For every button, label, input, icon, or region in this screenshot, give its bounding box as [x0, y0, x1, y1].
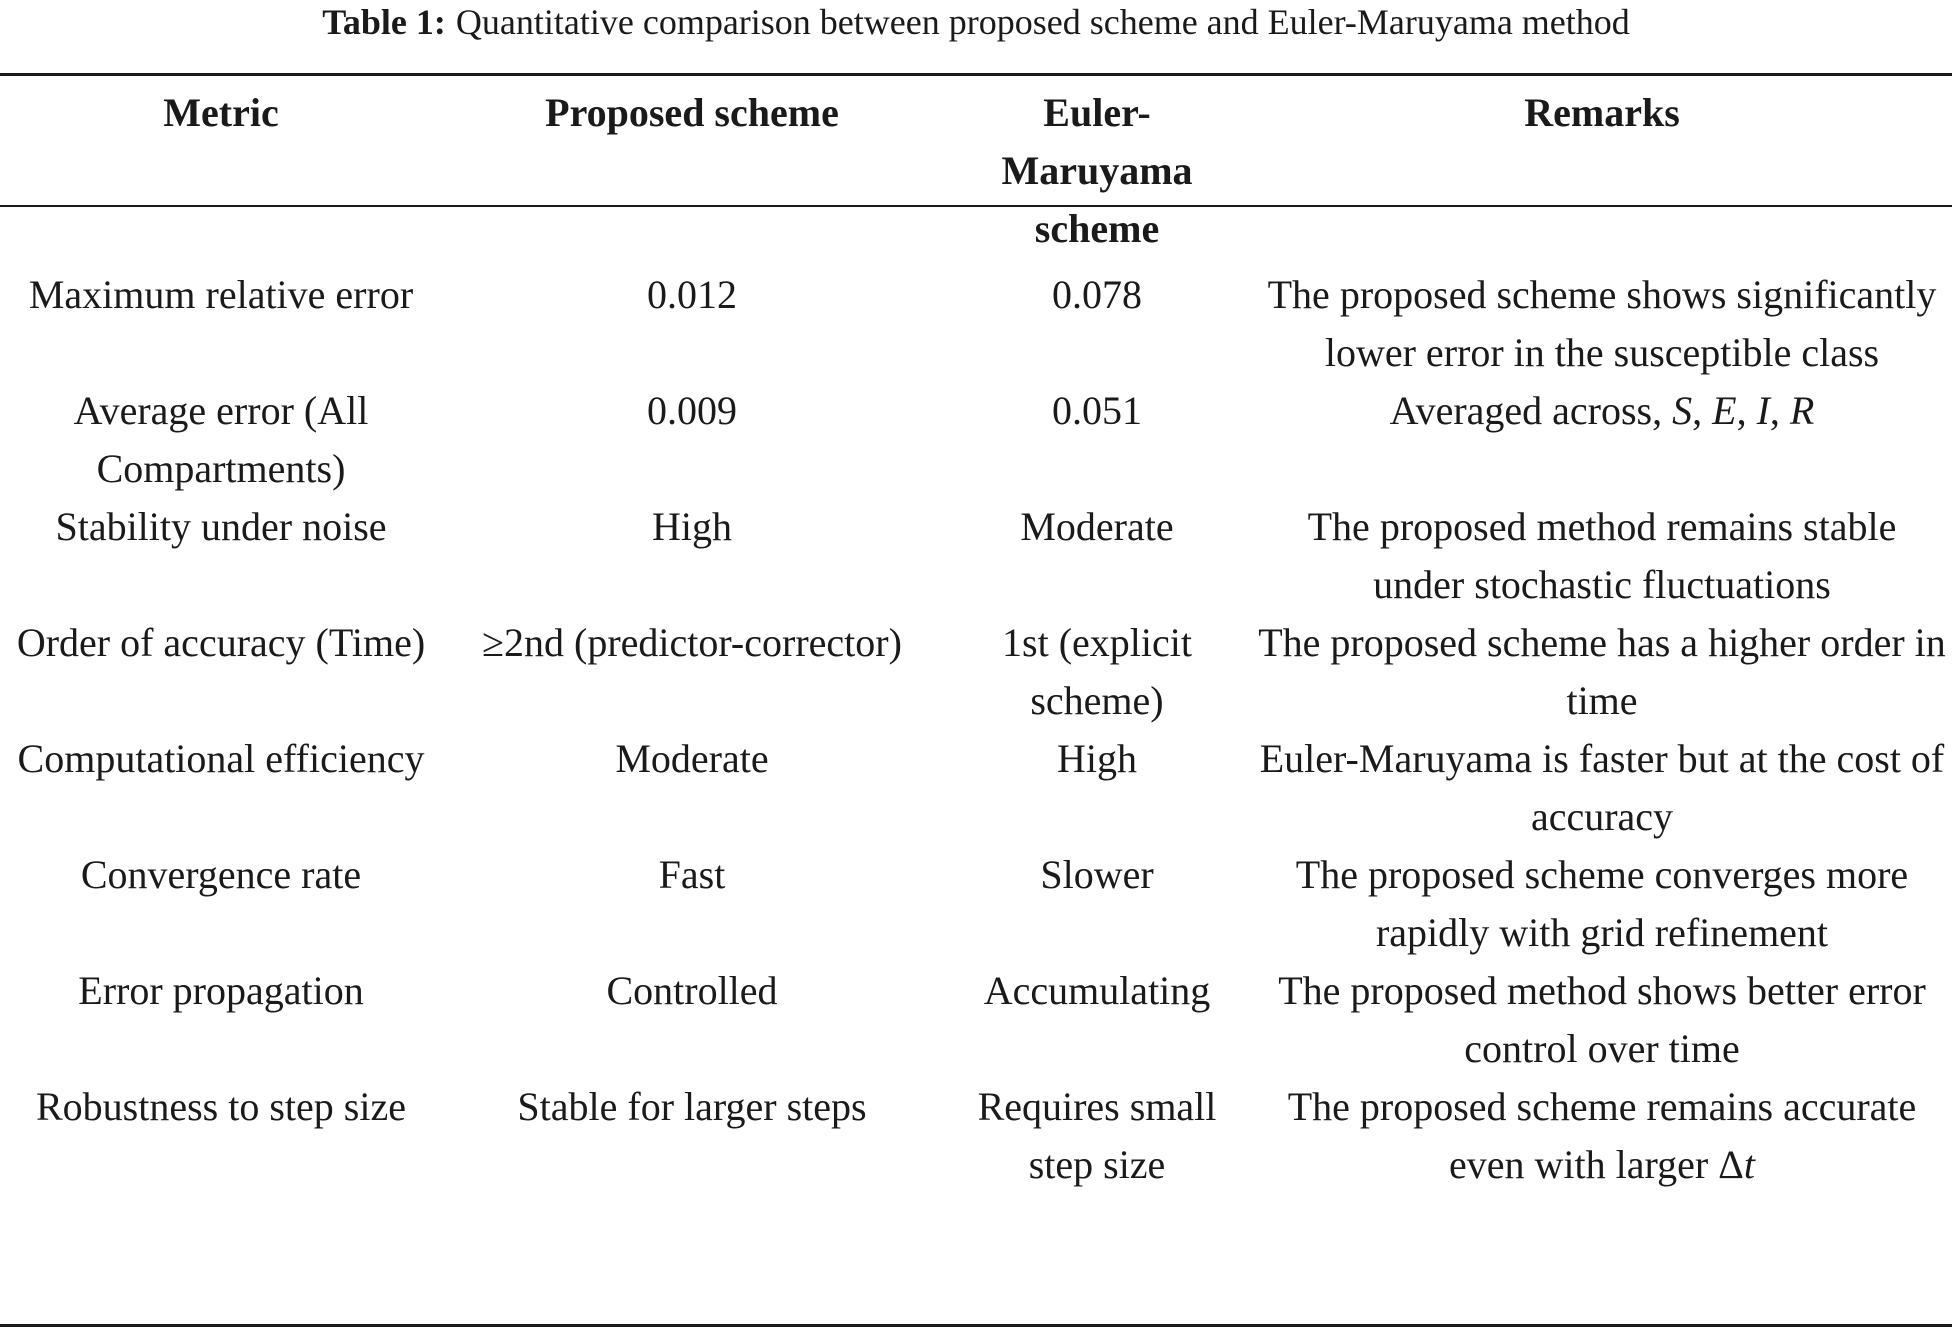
cell-remarks: The proposed scheme has a higher order in time [1258, 620, 1946, 723]
cell-euler-maruyama: Requires small step size [977, 1084, 1217, 1187]
comparison-table [0, 76, 1952, 1194]
cell-remarks: The proposed method remains stable under stochastic fluctuations [1307, 504, 1897, 607]
table-caption [0, 0, 1952, 44]
table-row [0, 258, 1952, 382]
header-row [0, 76, 1952, 258]
cell-remarks-math: The proposed scheme remains accurate even with larger Δt [1287, 1084, 1917, 1187]
table-row [0, 962, 1952, 1078]
header-metric: Metric [163, 90, 279, 135]
cell-euler-maruyama: Slower [1040, 852, 1154, 897]
cell-metric: Stability under noise [55, 504, 387, 549]
cell-euler-maruyama: Accumulating [983, 968, 1211, 1013]
cell-proposed: High [652, 504, 732, 549]
cell-metric: Maximum relative error [28, 272, 414, 317]
cell-euler-maruyama: 0.078 [1052, 272, 1142, 317]
cell-metric: Average error (All Compartments) [73, 388, 369, 491]
cell-proposed: Stable for larger steps [517, 1084, 867, 1129]
cell-remarks: The proposed scheme shows significantly lower error in the susceptible class [1267, 272, 1937, 375]
cell-remarks: The proposed method shows better error control over time [1278, 968, 1926, 1071]
table-row [0, 846, 1952, 962]
table-row [0, 1078, 1952, 1194]
header-proposed-scheme: Proposed scheme [545, 90, 839, 135]
cell-euler-maruyama: Moderate [1020, 504, 1174, 549]
cell-remarks: The proposed scheme converges more rapidly with grid refinement [1295, 852, 1909, 955]
cell-metric: Robustness to step size [36, 1084, 406, 1129]
cell-metric: Error propagation [78, 968, 364, 1013]
cell-proposed: Fast [658, 852, 726, 897]
table-row [0, 614, 1952, 730]
cell-metric: Computational efficiency [17, 736, 425, 781]
table-header [0, 76, 1952, 258]
cell-proposed: ≥2nd (predictor-corrector) [482, 620, 902, 665]
table-row [0, 498, 1952, 614]
cell-euler-maruyama: 1st (explicit scheme) [1002, 620, 1192, 723]
cell-metric: Convergence rate [80, 852, 362, 897]
cell-proposed: 0.009 [647, 388, 737, 433]
table-row [0, 382, 1952, 498]
table-caption-label: Table 1: [322, 2, 446, 42]
table-body [0, 258, 1952, 1194]
cell-remarks-math: Averaged across, S, E, I, R [1389, 388, 1815, 433]
header-euler-maruyama-scheme: Euler-Maruyama scheme [1001, 90, 1193, 251]
cell-remarks: Euler-Maruyama is faster but at the cost of accuracy [1259, 736, 1945, 839]
cell-proposed: Moderate [615, 736, 769, 781]
cell-euler-maruyama: High [1057, 736, 1137, 781]
bottom-rule [0, 1324, 1952, 1327]
cell-metric: Order of accuracy (Time) [16, 620, 426, 665]
header-remarks: Remarks [1524, 90, 1680, 135]
cell-proposed: 0.012 [647, 272, 737, 317]
table-caption-text: Quantitative comparison between proposed scheme and Euler-Maruyama method [455, 2, 1630, 42]
cell-euler-maruyama: 0.051 [1052, 388, 1142, 433]
table-row [0, 730, 1952, 846]
cell-proposed: Controlled [606, 968, 778, 1013]
